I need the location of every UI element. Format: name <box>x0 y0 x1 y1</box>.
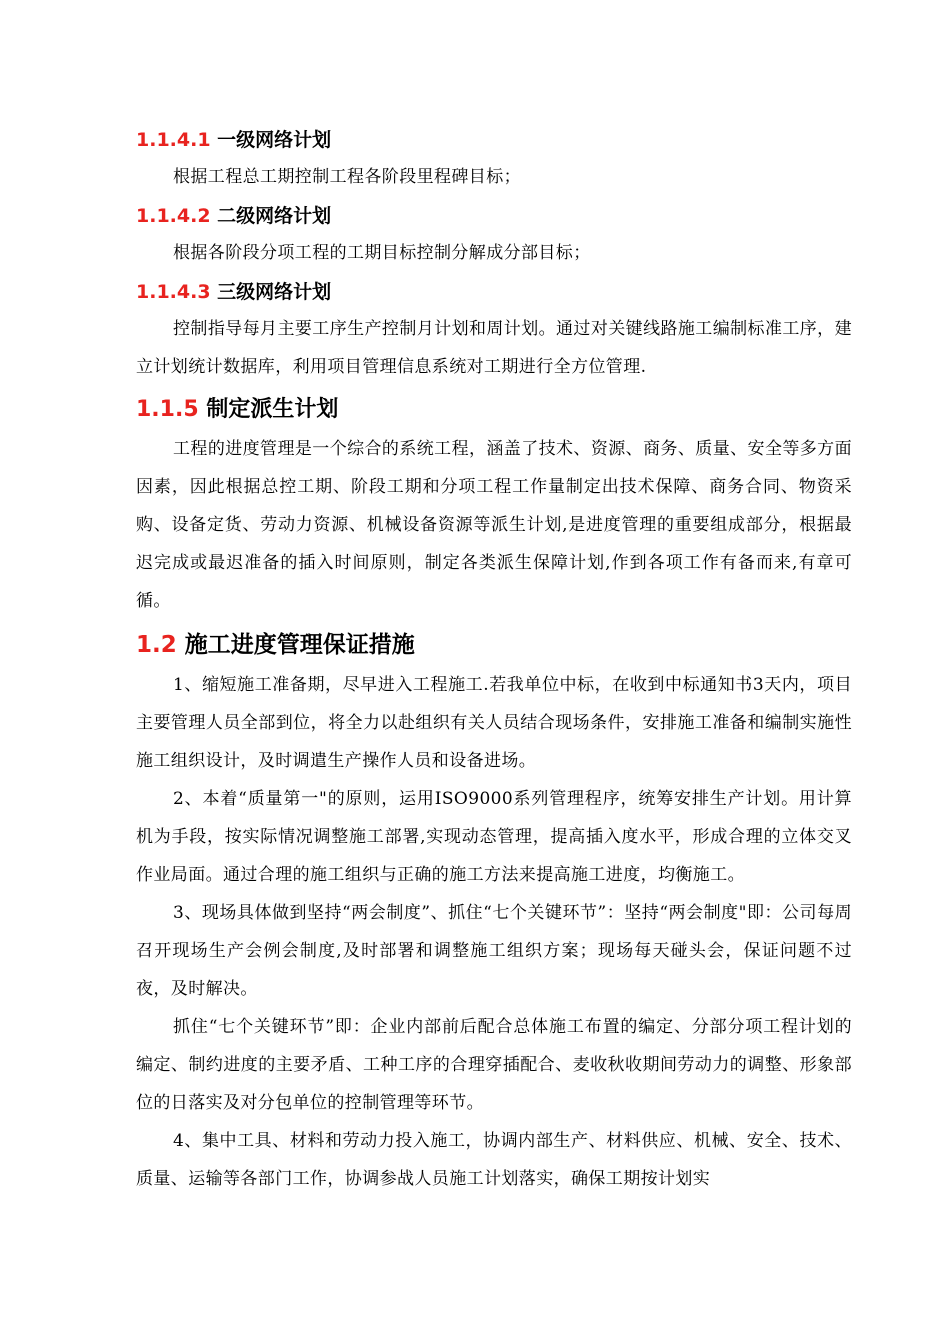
heading-title: 一级网络计划 <box>217 129 332 151</box>
paragraph: 3、现场具体做到坚持“两会制度”、抓住“七个关键环节”：坚持“两会制度"即：公司每周召开现场生产会例会制度,及时部署和调整施工组织方案；现场每天碰头会，保证问题不过夜，及时解决。 <box>136 903 852 999</box>
heading-title: 制定派生计划 <box>206 397 339 422</box>
paragraph: 4、集中工具、材料和劳动力投入施工，协调内部生产、材料供应、机械、安全、技术、质量、运输等各部门工作，协调参战人员施工计划落实，确保工期按计划实 <box>136 1131 852 1189</box>
heading-1-2 <box>136 630 852 660</box>
heading-1-1-4-2 <box>136 204 852 228</box>
heading-title: 二级网络计划 <box>217 205 332 227</box>
paragraph: 工程的进度管理是一个综合的系统工程，涵盖了技术、资源、商务、质量、安全等多方面因素，因此根据总控工期、阶段工期和分项工程工作量制定出技术保障、商务合同、物资采购、设备定货、劳动力资源、机械设备资源等派生计划,是进度管理的重要组成部分，根据最迟完成或最迟准备的插入时间原则，制定各类派生保障计划,作到各项工作有备而来,有章可循。 <box>136 439 852 611</box>
heading-title: 三级网络计划 <box>217 281 332 303</box>
paragraph: 控制指导每月主要工序生产控制月计划和周计划。通过对关键线路施工编制标准工序，建立计划统计数据库，利用项目管理信息系统对工期进行全方位管理. <box>136 319 852 377</box>
heading-1-1-4-1 <box>136 128 852 152</box>
heading-number: 1.1.4.2 <box>136 205 211 227</box>
paragraph: 抓住“七个关键环节”即：企业内部前后配合总体施工布置的编定、分部分项工程计划的编定、制约进度的主要矛盾、工种工序的合理穿插配合、麦收秋收期间劳动力的调整、形象部位的日落实及对分包单位的控制管理等环节。 <box>136 1017 852 1113</box>
paragraph: 1、缩短施工准备期，尽早进入工程施工.若我单位中标，在收到中标通知书3天内，项目主要管理人员全部到位，将全力以赴组织有关人员结合现场条件，安排施工准备和编制实施性施工组织设计，及时调遣生产操作人员和设备进场。 <box>136 675 852 771</box>
paragraph: 根据各阶段分项工程的工期目标控制分解成分部目标； <box>173 243 591 263</box>
heading-number: 1.2 <box>136 632 177 658</box>
heading-title: 施工进度管理保证措施 <box>184 632 415 658</box>
paragraph: 根据工程总工期控制工程各阶段里程碑目标； <box>173 167 521 187</box>
heading-1-1-5 <box>136 396 852 424</box>
heading-number: 1.1.4.3 <box>136 281 211 303</box>
heading-1-1-4-3 <box>136 280 852 304</box>
document-page <box>136 120 852 1198</box>
paragraph: 2、本着“质量第一"的原则，运用ISO9000系列管理程序，统筹安排生产计划。用计算机为手段，按实际情况调整施工部署,实现动态管理，提高插入度水平，形成合理的立体交叉作业局面。通过合理的施工组织与正确的施工方法来提高施工进度，均衡施工。 <box>136 789 852 885</box>
heading-number: 1.1.4.1 <box>136 129 211 151</box>
heading-number: 1.1.5 <box>136 397 199 422</box>
